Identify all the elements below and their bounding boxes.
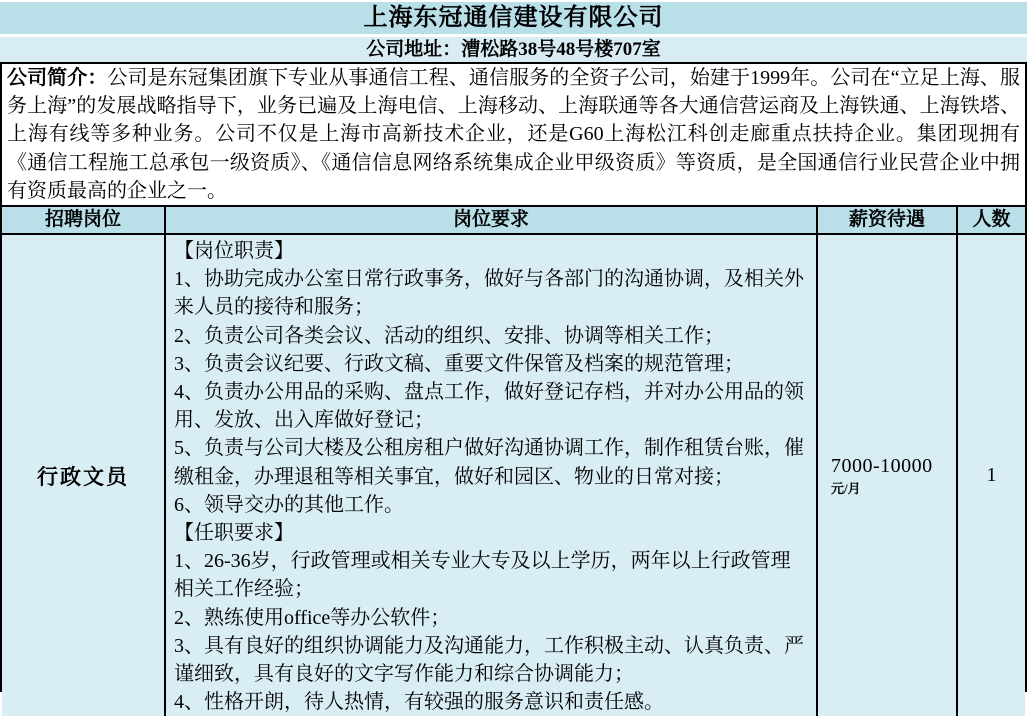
requirement-line: 5、负责与公司大楼及公租房租户做好沟通协调工作，制作租赁台账，催缴租金，办理退租等相关事宜，做好和园区、物业的日常对接； [174, 437, 804, 488]
salary-cell [818, 235, 958, 716]
intro-text: 公司是东冠集团旗下专业从事通信工程、通信服务的全资子公司，始建于1999年。公司在“立足上海、服务上海”的发展战略指导下，业务已遍及上海电信、上海移动、上海联通等各大通信营运商及上海铁通、上海铁塔、上海有线等多种业务。公司不仅是上海市高新技术企业，还是G60上海松江科创走廊重点扶持企业。集团现拥有《通信工程施工总承包一级资质》、《通信信息网络系统集成企业甲级资质》等资质，是全国通信行业民营企业中拥有资质最高的企业之一。 [7, 67, 1020, 202]
header-cell-salary: 薪资待遇 [818, 207, 958, 235]
requirement-line: 【岗位职责】 [174, 240, 294, 262]
requirement-line: 【任职要求】 [174, 522, 294, 545]
headcount-cell [958, 235, 1025, 716]
requirement-line: 6、领导交办的其他工作。 [174, 493, 404, 516]
company-intro [0, 62, 1027, 205]
salary-unit: 元/月 [831, 480, 861, 496]
address-value: 漕松路38号48号楼707室 [461, 39, 661, 60]
requirement-line: 3、负责会议纪要、行政文稿、重要文件保管及档案的规范管理； [174, 352, 744, 375]
salary-value: 7000-10000 [831, 454, 933, 477]
position-cell [2, 235, 166, 716]
requirement-line: 2、负责公司各类会议、活动的组织、安排、协调等相关工作； [174, 324, 724, 347]
position-title: 行政文员 [37, 464, 129, 489]
requirement-line: 1、26-36岁，行政管理或相关专业大专及以上学历，两年以上行政管理相关工作经验； [174, 550, 791, 601]
address-label: 公司地址： [366, 39, 462, 60]
header-cell-headcount: 人数 [958, 207, 1025, 235]
headcount-value: 1 [986, 464, 997, 487]
requirements-cell [166, 235, 818, 716]
requirement-line: 4、性格开朗，待人热情，有较强的服务意识和责任感。 [174, 691, 664, 714]
requirement-line: 4、负责办公用品的采购、盘点工作，做好登记存档，并对办公用品的领用、发放、出入库做好登记； [174, 381, 804, 432]
header-cell-requirements: 岗位要求 [166, 207, 818, 235]
requirement-line: 3、具有良好的组织协调能力及沟通能力，工作积极主动、认真负责、严谨细致，具有良好的文字写作能力和综合协调能力； [174, 634, 804, 686]
company-title: 上海东冠通信建设有限公司 [0, 2, 1027, 34]
company-address-bar [0, 37, 1027, 62]
requirement-line: 1、协助完成办公室日常行政事务，做好与各部门的沟通协调，及相关外来人员的接待和服务； [174, 268, 804, 319]
requirement-line: 2、熟练使用office等办公软件； [174, 606, 451, 629]
header-cell-position: 招聘岗位 [2, 207, 166, 235]
intro-label: 公司简介： [7, 67, 108, 89]
jobs-table [0, 205, 1027, 714]
